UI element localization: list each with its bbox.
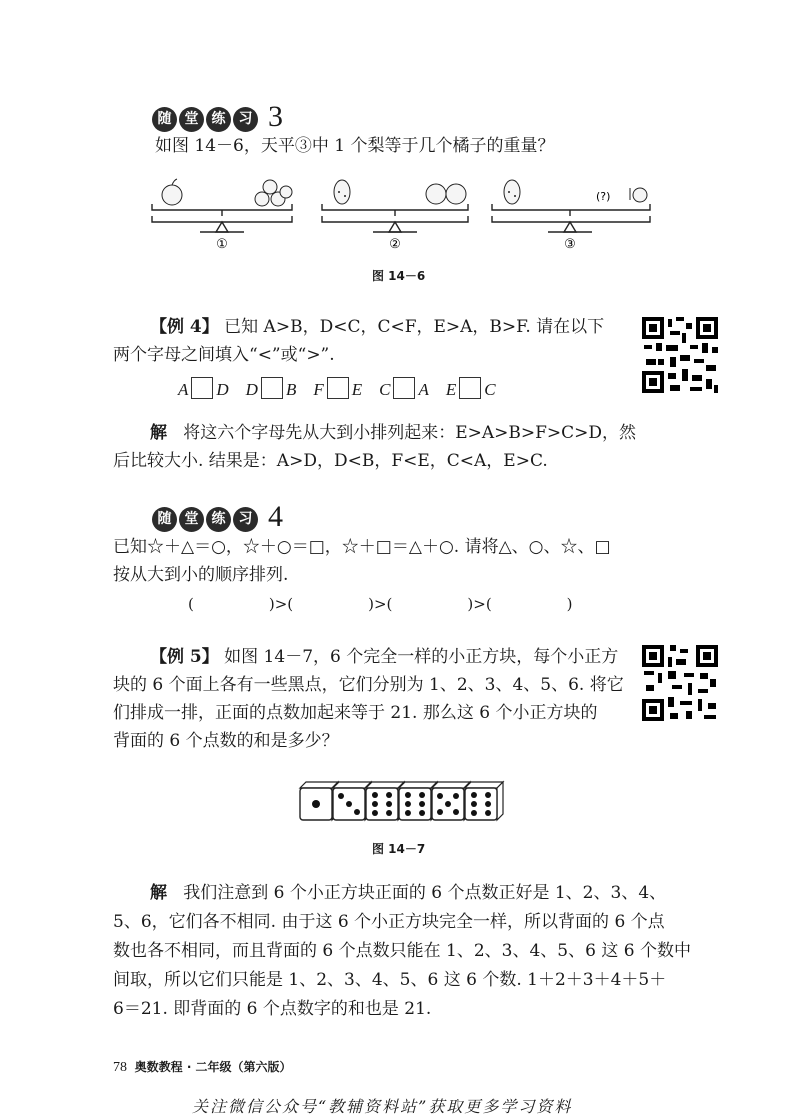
question-mark-label: (?) [596, 190, 611, 203]
example5-line4: 背面的 6 个点数的和是多少？ [113, 731, 339, 751]
die-pip [471, 810, 477, 816]
example5-label: 【例 5】 [150, 647, 219, 667]
example4-solution-line2: 后比较大小. 结果是：A>D，D<B，F<E，C<A，E>C. [113, 451, 548, 471]
example4-solution-line1 [150, 419, 636, 447]
pear-icon [504, 180, 520, 204]
practice3-header [152, 100, 283, 134]
die-pip [419, 801, 425, 807]
figure-caption: 图 14－7 [372, 842, 426, 856]
die-pip [471, 801, 477, 807]
letter: A [178, 380, 189, 399]
solution-text: 将这六个字母先从大到小排列起来：E>A>B>F>C>D，然 [183, 423, 637, 443]
practice-badge-char: 堂 [179, 107, 204, 132]
example5-solution-line4: 间取，所以它们只能是 1、2、3、4、5、6 这 6 个数. 1＋2＋3＋4＋5＋ [113, 970, 667, 990]
answer-box[interactable] [261, 377, 283, 399]
ordering-blanks: ( )>( )>( )>( ) [188, 595, 573, 613]
die-pip [485, 810, 491, 816]
letter: D [216, 380, 229, 399]
die-pip [372, 792, 378, 798]
die-pip [372, 801, 378, 807]
practice4-header [152, 500, 283, 534]
die-pip [405, 792, 411, 798]
answer-box[interactable] [393, 377, 415, 399]
practice3-number: 3 [268, 100, 283, 133]
balance-scale-2 [322, 204, 468, 232]
die [300, 782, 338, 820]
pear-icon [334, 180, 350, 204]
die-pip [453, 793, 459, 799]
example4-label: 【例 4】 [150, 317, 219, 337]
qr-code [640, 643, 720, 723]
example5-solution-line3: 数也各不相同，而且背面的 6 个点数只能在 1、2、3、4、5、6 这 6 个数中 [113, 941, 691, 961]
die-pip [405, 801, 411, 807]
dice-figure [296, 772, 508, 828]
comparison-row [178, 376, 496, 404]
practice-badge-char: 随 [152, 507, 177, 532]
die-pip [453, 809, 459, 815]
scale-label: ③ [564, 237, 576, 252]
scale-label: ① [216, 237, 228, 252]
die-pip [312, 800, 320, 808]
die [399, 782, 437, 820]
letter: F [313, 380, 324, 399]
die-pip [346, 801, 352, 807]
die-pip [372, 810, 378, 816]
solution-label: 解 [150, 883, 167, 903]
example5-solution-line2: 5、6，它们各不相同. 由于这 6 个小正方块完全一样，所以背面的 6 个点 [113, 912, 665, 932]
orange-icon [255, 180, 292, 206]
practice-badge-char: 随 [152, 107, 177, 132]
example5-solution-line1 [150, 879, 666, 907]
solution-text: 我们注意到 6 个小正方块正面的 6 个点数正好是 1、2、3、4、 [183, 883, 667, 903]
die-pip [419, 810, 425, 816]
die-pip [485, 801, 491, 807]
practice-badge-char: 堂 [179, 507, 204, 532]
letter: D [245, 380, 258, 399]
practice-badge-char: 习 [233, 507, 258, 532]
letter: A [418, 380, 429, 399]
die-pip [386, 810, 392, 816]
practice4-line1: 已知☆＋△＝○，☆＋○＝□，☆＋□＝△＋○. 请将△、○、☆、□ [113, 537, 611, 557]
apple-icon [426, 184, 466, 204]
practice4-line2: 按从大到小的顺序排列. [113, 565, 289, 585]
die-pip [419, 792, 425, 798]
practice-badge-char: 习 [233, 107, 258, 132]
die-pip [445, 801, 451, 807]
letter: C [484, 380, 496, 399]
letter: C [379, 380, 391, 399]
practice4-number: 4 [268, 500, 283, 533]
die-pip [437, 809, 443, 815]
balance-figure [140, 170, 660, 260]
practice-badge-char: 练 [206, 507, 231, 532]
example5-line2: 块的 6 个面上各有一些黑点，它们分别为 1、2、3、4、5、6. 将它 [113, 675, 624, 695]
qr-code [640, 315, 720, 395]
example5-text1: 如图 14－7，6 个完全一样的小正方块，每个小正方 [224, 647, 619, 667]
die [465, 782, 503, 820]
die-pip [471, 792, 477, 798]
page-footer [113, 1058, 292, 1076]
example4-text1: 已知 A>B，D<C，C<F，E>A，B>F. 请在以下 [224, 317, 605, 337]
answer-box[interactable] [459, 377, 481, 399]
example5-line3: 们排成一排，正面的点数加起来等于 21. 那么这 6 个小正方块的 [113, 703, 598, 723]
solution-label: 解 [150, 423, 167, 443]
die [333, 782, 371, 820]
orange-icon [630, 188, 647, 202]
example5-solution-line5: 6＝21. 即背面的 6 个点数字的和也是 21. [113, 999, 432, 1019]
letter: B [285, 380, 297, 399]
die-pip [405, 810, 411, 816]
die [432, 782, 470, 820]
letter: E [351, 380, 363, 399]
die-pip [354, 809, 360, 815]
answer-box[interactable] [327, 377, 349, 399]
practice-badge-char: 练 [206, 107, 231, 132]
die-front-face [399, 788, 431, 820]
wechat-promo-note: 关注微信公众号“教辅资料站”获取更多学习资料 [192, 1097, 573, 1116]
die-pip [386, 792, 392, 798]
answer-box[interactable] [191, 377, 213, 399]
die [366, 782, 404, 820]
scale-label: ② [389, 237, 401, 252]
apple-icon [162, 179, 182, 205]
die-pip [386, 801, 392, 807]
letter: E [445, 380, 457, 399]
balance-scale-3 [492, 204, 650, 232]
balance-scale-1 [152, 204, 292, 232]
die-pip [485, 792, 491, 798]
practice3-question: 如图 14－6，天平③中 1 个梨等于几个橘子的重量？ [155, 136, 555, 156]
example5-line1 [150, 643, 618, 671]
book-title: 奥数教程 · 二年级（第六版） [134, 1060, 292, 1074]
die-side-face [497, 782, 503, 820]
example4-line1 [150, 313, 604, 341]
example4-line2: 两个字母之间填入“<”或“>”. [113, 345, 335, 365]
die-front-face [366, 788, 398, 820]
figure-caption: 图 14－6 [372, 269, 426, 283]
die-pip [437, 793, 443, 799]
die-pip [338, 793, 344, 799]
die-front-face [465, 788, 497, 820]
page-number: 78 [113, 1060, 127, 1075]
